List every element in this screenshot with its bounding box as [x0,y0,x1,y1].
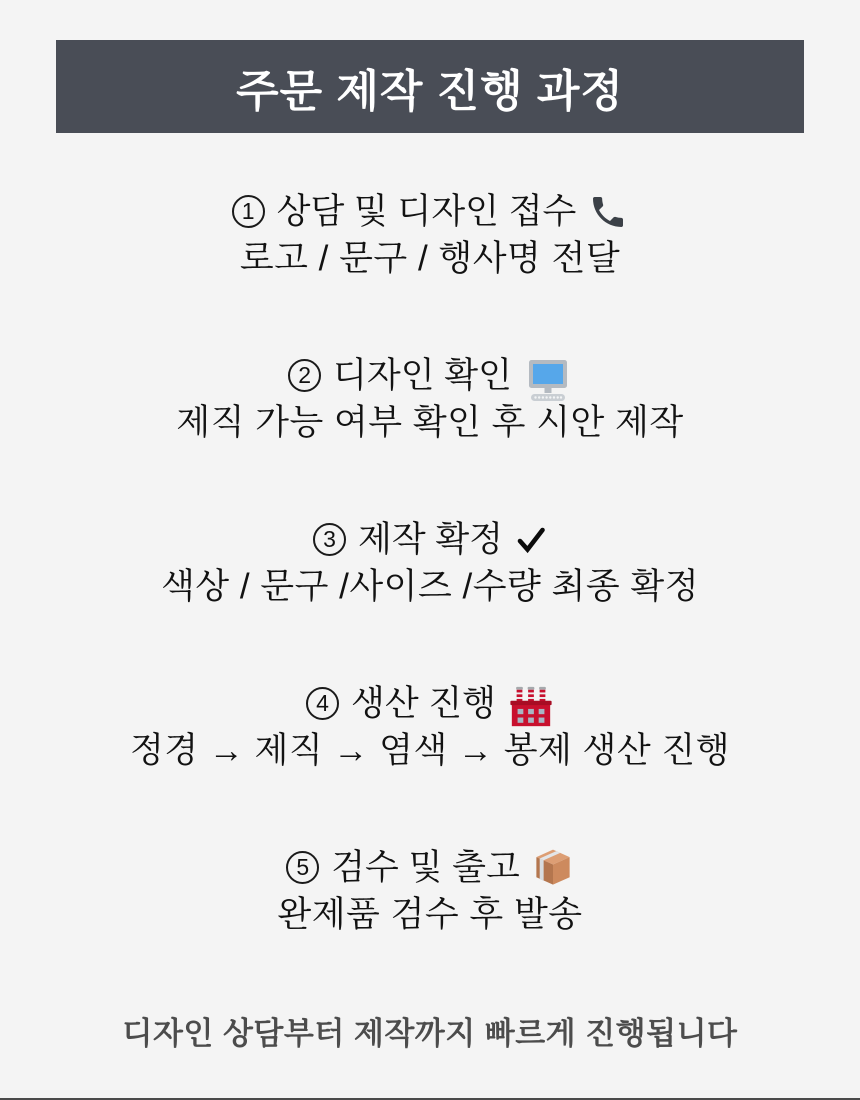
phone-receiver-icon [588,192,628,232]
step-item-5 [0,844,860,938]
step-description: 완제품 검수 후 발송 [277,895,583,934]
step-title: 제작 확정 [358,520,503,559]
step-title: 생산 진행 [351,684,496,723]
step-title: 검수 및 출고 [331,848,520,887]
step-description: 로고 / 문구 / 행사명 전달 [239,239,621,278]
step-description: 정경 → 제직 → 염색 → 봉제 생산 진행 [129,731,730,770]
step-number: 1 [232,195,265,228]
step-number: 3 [313,523,346,556]
step-number: 5 [286,851,319,884]
package-icon [532,847,574,889]
step-description: 색상 / 문구 /사이즈 /수량 최종 확정 [160,567,700,606]
desktop-computer-icon [524,357,572,405]
step-number: 2 [288,359,321,392]
step-item-2 [0,352,860,446]
step-item-4 [0,680,860,774]
step-description: 제직 가능 여부 확인 후 시안 제작 [176,403,684,442]
step-title: 디자인 확인 [333,356,512,395]
factory-icon [508,684,554,730]
header-bar [56,40,804,133]
check-mark-icon [515,524,547,556]
step-title-line [0,680,860,727]
page-title: 주문 제작 진행 과정 [236,66,624,116]
process-steps [0,188,860,938]
step-title: 상담 및 디자인 접수 [276,192,577,231]
step-title-line [0,516,860,563]
step-title-line [0,844,860,891]
footer-note: 디자인 상담부터 제작까지 빠르게 진행됩니다 [122,1016,738,1051]
step-item-3 [0,516,860,610]
step-title-line [0,352,860,399]
step-number: 4 [306,687,339,720]
step-title-line [0,188,860,235]
step-item-1 [0,188,860,282]
